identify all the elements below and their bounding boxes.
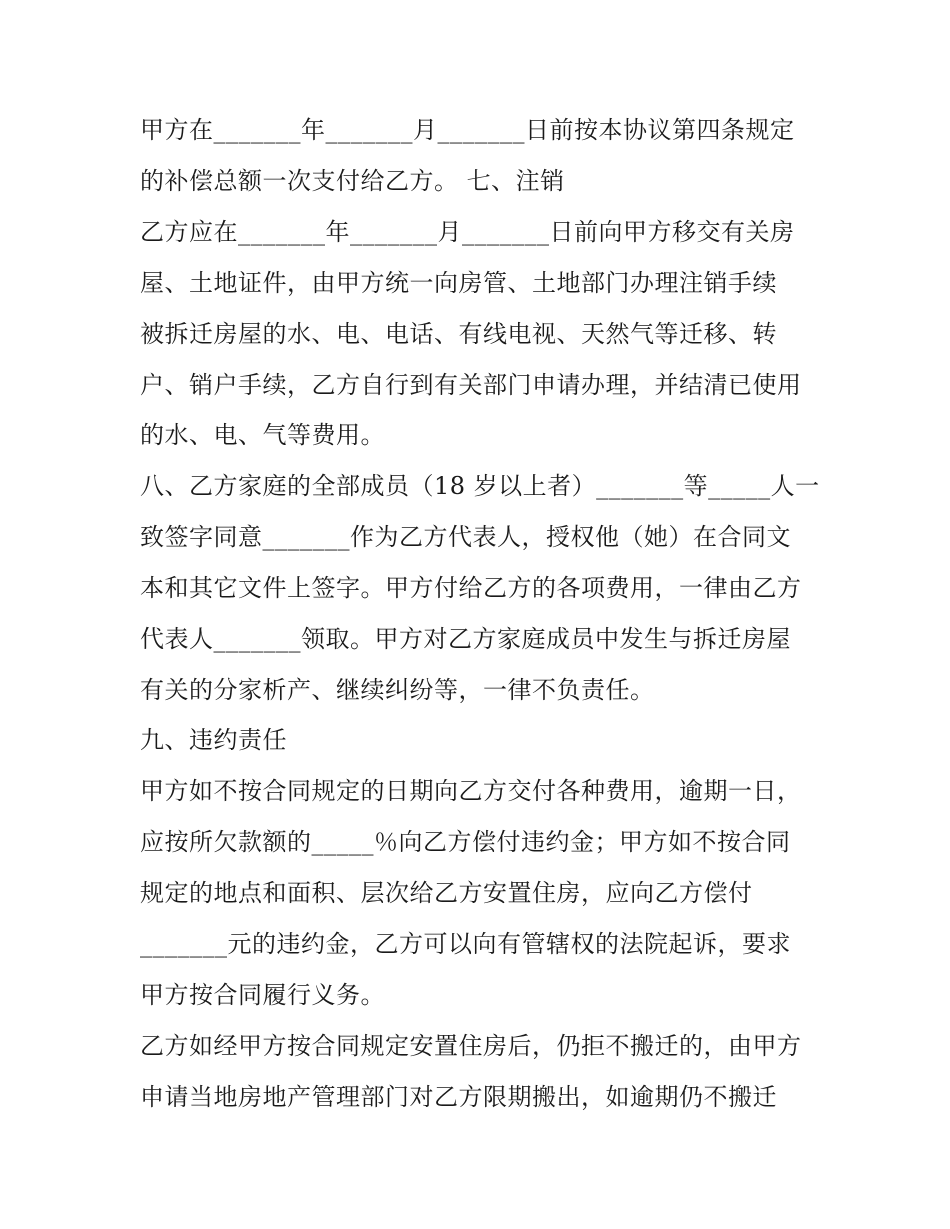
text-line: 代表人_______领取。甲方对乙方家庭成员中发生与拆迁房屋	[140, 625, 791, 653]
text-line: _______元的违约金，乙方可以向有管辖权的法院起诉，要求	[140, 930, 791, 958]
text-line: 申请当地房地产管理部门对乙方限期搬出，如逾期仍不搬迁	[140, 1083, 777, 1111]
text-line: 户、销户手续，乙方自行到有关部门申请办理，并结清已使用	[140, 371, 802, 399]
text-line: 被拆迁房屋的水、电、电话、有线电视、天然气等迁移、转	[140, 320, 777, 348]
text-line: 乙方应在_______年_______月_______日前向甲方移交有关房	[140, 218, 795, 246]
text-line: 致签字同意_______作为乙方代表人，授权他（她）在合同文	[140, 523, 791, 551]
text-line: 甲方按合同履行义务。	[140, 981, 385, 1009]
text-line: 甲方如不按合同规定的日期向乙方交付各种费用，逾期一日，	[140, 777, 802, 805]
text-line: 的补偿总额一次支付给乙方。 七、注销	[140, 167, 565, 195]
text-line: 的水、电、气等费用。	[140, 421, 385, 449]
text-line: 屋、土地证件，由甲方统一向房管、土地部门办理注销手续	[140, 269, 777, 297]
text-line: 应按所欠款额的_____％向乙方偿付违约金；甲方如不按合同	[140, 828, 791, 856]
text-line: 乙方如经甲方按合同规定安置住房后，仍拒不搬迁的，由甲方	[140, 1032, 802, 1060]
text-line: 有关的分家析产、继续纠纷等，一律不负责任。	[140, 676, 655, 704]
text-line: 八、乙方家庭的全部成员（18 岁以上者）_______等_____人一	[140, 472, 820, 500]
text-line: 规定的地点和面积、层次给乙方安置住房，应向乙方偿付	[140, 879, 753, 907]
text-line: 本和其它文件上签字。甲方付给乙方的各项费用，一律由乙方	[140, 574, 802, 602]
text-line: 甲方在_______年_______月_______日前按本协议第四条规定	[140, 116, 795, 144]
section-heading: 九、违约责任	[140, 726, 287, 754]
